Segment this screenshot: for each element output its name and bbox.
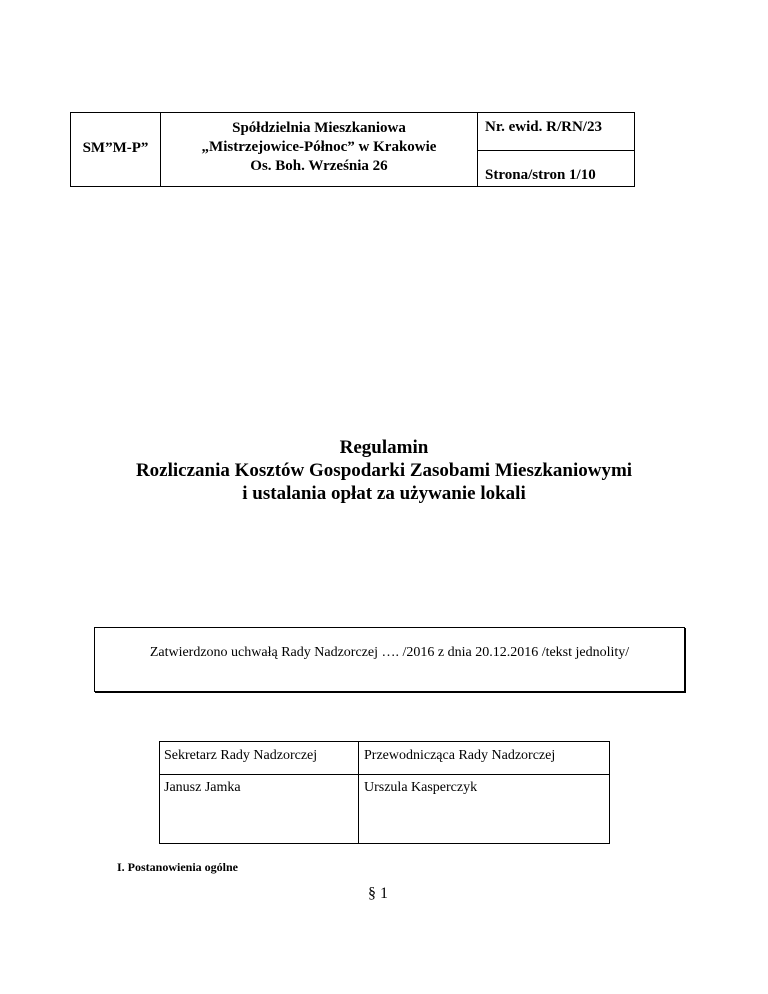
org-location: „Mistrzejowice-Północ” w Krakowie [201,139,437,155]
section-heading: I. Postanowienia ogólne [117,860,239,874]
approval-box [94,627,685,692]
record-number: Nr. ewid. R/RN/23 [485,119,602,135]
chair-role: Przewodnicząca Rady Nadzorczej [364,748,556,763]
header-organization [161,119,477,176]
secretary-role: Sekretarz Rady Nadzorczej [164,748,318,763]
chair-name: Urszula Kasperczyk [364,780,478,795]
title-line: Regulamin [339,437,429,458]
signature-divider [358,742,359,843]
org-address: Os. Boh. Września 26 [250,158,388,174]
approval-text: Zatwierdzono uchwałą Rady Nadzorczej …. /2016 z dnia 20.12.2016 /tekst jednolity/ [149,645,630,660]
paragraph-marker: § 1 [368,885,388,902]
title-line: Rozliczania Kosztów Gospodarki Zasobami Mieszkaniowymi [135,460,633,481]
header-code: SM”M-P” [82,140,149,156]
page-counter: Strona/stron 1/10 [485,167,596,183]
signature-table [159,741,610,844]
header-table [70,112,635,187]
secretary-name: Janusz Jamka [164,780,241,795]
org-name: Spółdzielnia Mieszkaniowa [232,120,406,136]
signature-divider [160,774,609,775]
header-divider [477,150,634,151]
title-line: i ustalania opłat za używanie lokali [242,483,526,504]
document-title [0,436,768,505]
